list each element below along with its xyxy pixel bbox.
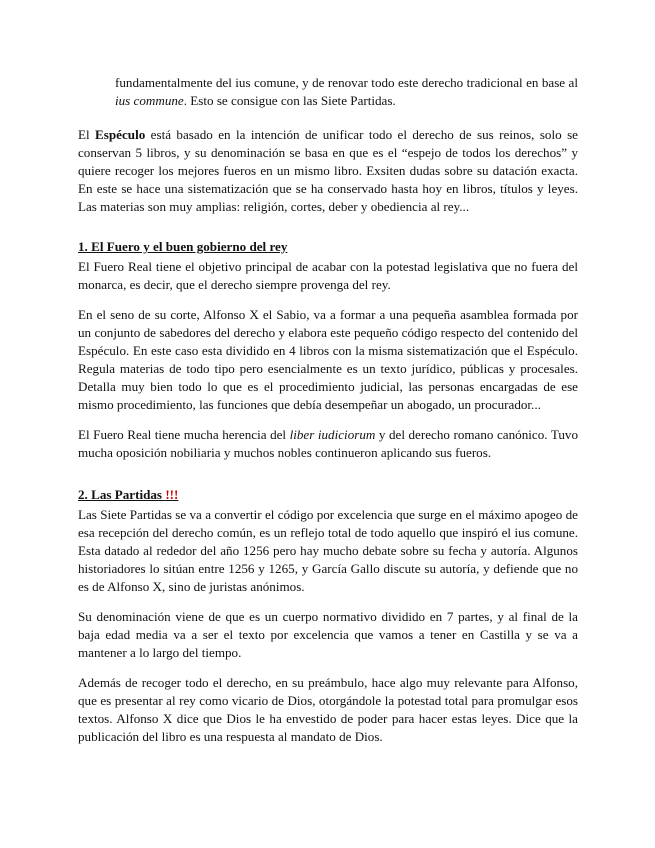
italic-term: ius commune — [115, 93, 184, 108]
bold-term: Espéculo — [95, 127, 146, 142]
heading-text: 2. Las Partidas — [78, 487, 163, 502]
indented-paragraph — [115, 74, 578, 110]
paragraph: Su denominación viene de que es un cuerpo normativo dividido en 7 partes, y al final de la baja edad media va a ser el texto por excelencia que vamos a tener en Castilla y se va a mantener a lo largo del tiempo. — [78, 609, 578, 660]
paragraph: El Fuero Real tiene el objetivo principal de acabar con la potestad legislativa que no fuera del monarca, es decir, que el derecho siempre provenga del rey. — [78, 259, 578, 292]
paragraph-text: fundamentalmente del ius comune, y de renovar todo este derecho tradicional en base al — [115, 75, 578, 90]
italic-term: liber iudiciorum — [289, 427, 376, 442]
paragraph-especulo — [78, 126, 578, 216]
paragraph-text: está basado en la intención de unificar todo el derecho de sus reinos, solo se conservan 5 libros, y su denominación se basa en que es el “espejo de todos los derechos” y quiere recoger los mejores fueros en un mismo libro. Exsiten dudas sobre su datación exacta. En este se hace una sistematización que se ha conservado hasta hoy en libros, títulos y leyes. Las materias son muy amplias: religión, cortes, deber y obediencia al rey... — [78, 127, 578, 214]
section-heading-1: 1. El Fuero y el buen gobierno del rey — [78, 239, 288, 254]
document-body — [78, 74, 578, 758]
paragraph: En el seno de su corte, Alfonso X el Sabio, va a formar a una pequeña asamblea formada por un conjunto de sabedores del derecho y elabora este pequeño código respecto del contenido del Espéculo. En este caso esta dividido en 4 libros con la misma sistematización que el Espéculo. Regula materias de todo tipo pero esencialmente es un texto jurídico, públicas y procesales. Detalla muy bien todo lo que es el procedimiento judicial, las personas encargadas de ese mismo procedimiento, las funciones que debía desempeñar un abogado, un procurador... — [78, 307, 578, 412]
paragraph-text: y del derecho romano canónico. Tuvo mucha oposición nobiliaria y muchos nobles continueron aplicando sus fueros. — [78, 427, 579, 460]
paragraph-text: El — [78, 127, 96, 142]
paragraph: Además de recoger todo el derecho, en su preámbulo, hace algo muy relevante para Alfonso, que es presentar al rey como vicario de Dios, otorgándole la potestad total para promulgar esos textos. Alfonso X dice que Dios le ha envestido de poder para hacer estas leyes. Dice que la publicación del libro es una respuesta al mandato de Dios. — [78, 675, 578, 744]
emphasis-mark: !!! — [165, 487, 179, 502]
section-heading-2 — [78, 486, 578, 504]
paragraph: Las Siete Partidas se va a convertir el código por excelencia que surge en el máximo apogeo de esa recepción del derecho común, es un reflejo total de todo aquello que inspiró el ius comune. Esta datado al rededor del año 1256 pero hay mucho debate sobre su fecha y autoría. Algunos historiadores lo sitúan entre 1256 y 1265, y García Gallo discute su autoría, y defiende que no es de Alfonso X, sino de juristas anónimos. — [78, 507, 578, 594]
paragraph-text: El Fuero Real tiene mucha herencia del — [78, 427, 290, 442]
paragraph — [78, 426, 578, 462]
paragraph-text: . Esto se consigue con las Siete Partidas. — [183, 93, 396, 108]
